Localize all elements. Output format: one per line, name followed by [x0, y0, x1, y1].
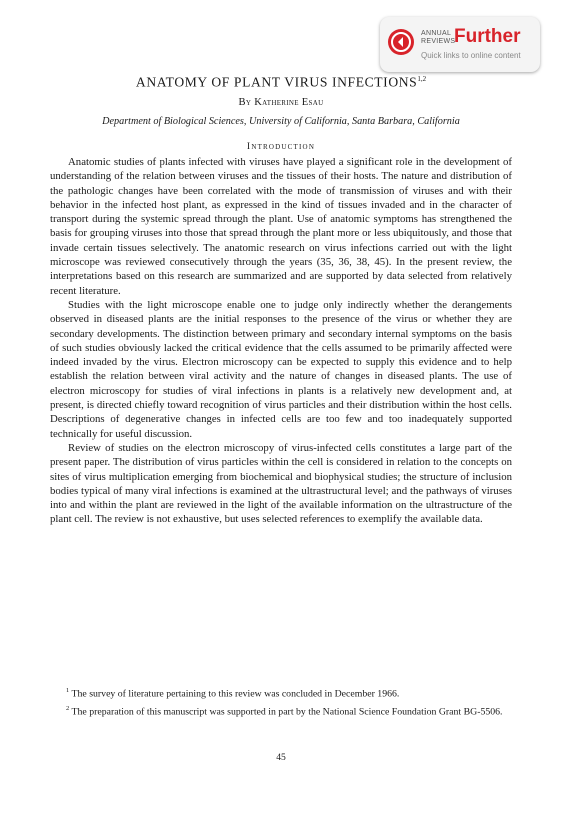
section-heading [62, 140, 500, 153]
author-line [62, 96, 500, 109]
paragraph: Anatomic studies of plants infected with viruses have played a significant role in the development of understanding of the relation between viruses and the tissues of their hosts. The nature and distribution of the pathologic changes have been correlated with the mode of transmission of viruses and with their behavior in the infected host plant, as expressed in the kind of tissues invaded and in the character of transport during the systemic spread through the plant. Use of anatomic symptoms has strengthened the basis for grouping viruses into those that spread through the plant more or less ubiquitously, and those that invade certain tissues selectively. The anatomic research on virus infections carried out with the light microscope was reviewed consecutively through the years (35, 36, 38, 45). In the present review, the interpretations based on this research are summarized and are supported by data selected from relatively recent literature. [50, 156, 512, 297]
article-title-text: ANATOMY OF PLANT VIRUS INFECTIONS [135, 74, 418, 90]
badge-reviews-label: REVIEWS [421, 38, 456, 45]
footnote-mark: 1 [66, 687, 70, 694]
title-footnote-marks: 1,2 [417, 75, 427, 83]
footnote-mark: 2 [66, 705, 70, 713]
article-title [62, 71, 500, 91]
section-heading-text: Introduction [246, 141, 316, 152]
page-number: 45 [276, 752, 286, 763]
footnote-text: The survey of literature pertaining to this review was concluded in December 1966. [71, 688, 400, 700]
footnote [50, 684, 512, 700]
footnote-text: The preparation of this manuscript was supported in part by the National Science Foundation Grant BG-5506. [71, 706, 503, 718]
article-body [50, 155, 512, 527]
further-badge[interactable] [380, 17, 540, 72]
badge-subtitle: Quick links to online content [421, 51, 521, 60]
affiliation: Department of Biological Sciences, University of California, Santa Barbara, California [102, 116, 460, 127]
paragraph: Review of studies on the electron microscopy of virus-infected cells constitutes a large part of the present paper. The distribution of virus particles within the cell is considered in relation to the concepts on sites of virus multiplication emerging from biochemical and biophysical studies; the structure of inclusion bodies typical of many viral infections is examined at the ultrastructural level; and the pathways of viruses into and within the plant are reviewed in the light of the available information on the ultrastructure of the plant cell. The review is not exhaustive, but uses selected references to exemplify the available data. [50, 441, 512, 526]
footnote [50, 702, 512, 718]
author-name: Katherine Esau [254, 97, 324, 108]
paragraph: Studies with the light microscope enable one to judge only indirectly whether the derangements observed in diseased plants are the initial responses to the presence of the virus or whether they are secondary developments. The distinction between primary and secondary internal symptoms on the basis of such studies obviously lacked the critical evidence that the cells assumed to be primarily affected were indeed invaded by the virus. Electron microscopy can be expected to supply this evidence and to help establish the relation between viral activity and the nature of changes in diseased plants. The use of electron microscopy for studies of viral infections in plants is a relatively new development and, at present, is directed chiefly toward recognition of virus particles and their distribution within the host cells. Descriptions of degenerative changes in infected cells are too few and too inadequately supported technically for useful discussion. [50, 298, 512, 440]
badge-annual-reviews [421, 30, 455, 46]
author-prefix: By [238, 97, 252, 108]
badge-further-label: Further [454, 26, 521, 47]
further-logo-icon [388, 29, 414, 55]
footnotes [50, 684, 512, 721]
badge-annual-label: ANNUAL [421, 30, 452, 37]
